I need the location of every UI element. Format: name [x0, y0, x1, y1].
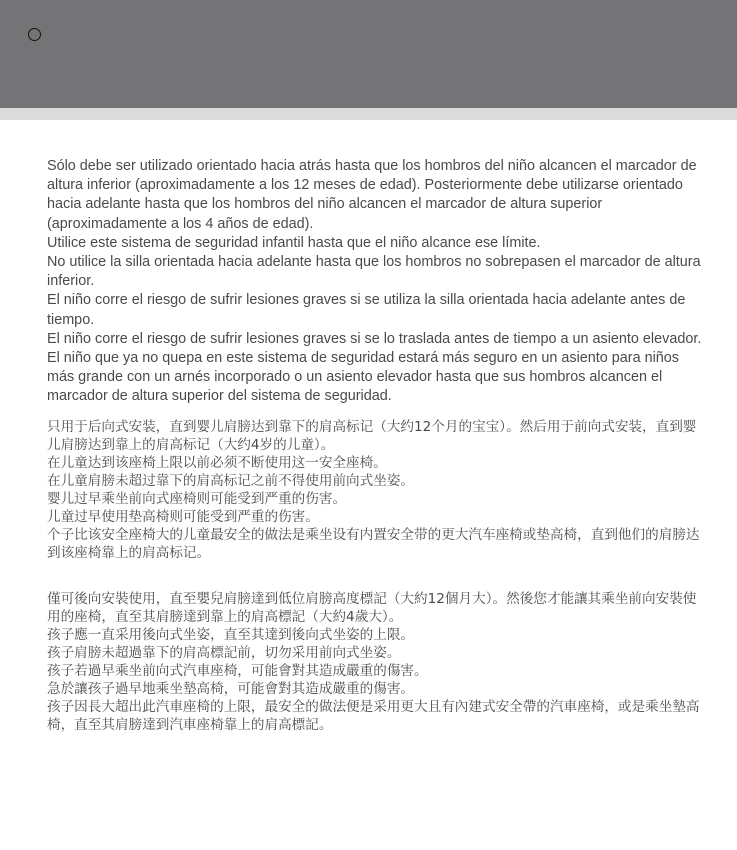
zht-paragraph: 孩子肩膀未超過靠下的肩高標記前，切勿采用前向式坐姿。 [47, 644, 401, 661]
es-paragraph: El niño corre el riesgo de sufrir lesiones graves si se utiliza la silla orientada hacia adelante antes de tiempo. [47, 292, 686, 328]
zht-paragraph: 孩子應一直采用後向式坐姿，直至其達到後向式坐姿的上限。 [47, 626, 415, 643]
es-paragraph: Utilice este sistema de seguridad infantil hasta que el niño alcance ese límite. [47, 234, 541, 251]
zht-paragraph: 僅可後向安裝使用，直至嬰兒肩膀達到低位肩膀高度標記（大約12個月大）。然後您才能讓其乘坐前向安裝使用的座椅，直至其肩膀達到靠上的肩高標記（大約4歲大）。 [47, 590, 697, 625]
zh-paragraph: 儿童过早使用垫高椅则可能受到严重的伤害。 [47, 508, 319, 525]
es-paragraph: No utilice la silla orientada hacia adelante hasta que los hombros no sobrepasen el marcador de altura inferior. [47, 254, 701, 290]
zht-paragraph: 急於讓孩子過早地乘坐墊高椅，可能會對其造成嚴重的傷害。 [47, 680, 415, 697]
zh-paragraph: 在儿童肩膀未超过靠下的肩高标记之前不得使用前向式坐姿。 [47, 472, 415, 489]
zh-paragraph: 婴儿过早乘坐前向式座椅则可能受到严重的伤害。 [47, 490, 347, 507]
es-paragraph: El niño corre el riesgo de sufrir lesiones graves si se lo traslada antes de tiempo a un asiento elevador. [47, 330, 702, 347]
chinese-traditional-section [47, 590, 702, 734]
zht-paragraph: 孩子因長大超出此汽車座椅的上限，最安全的做法便是采用更大且有內建式安全帶的汽車座椅，或是乘坐墊高椅，直至其肩膀達到汽車座椅靠上的肩高標記。 [47, 698, 700, 733]
top-bar [0, 0, 737, 108]
zh-paragraph: 个子比该安全座椅大的儿童最安全的做法是乘坐设有内置安全带的更大汽车座椅或垫高椅，直到他们的肩膀达到该座椅靠上的肩高标记。 [47, 526, 700, 561]
zht-paragraph: 孩子若過早乘坐前向式汽車座椅，可能會對其造成嚴重的傷害。 [47, 662, 428, 679]
circle-icon[interactable] [28, 28, 41, 41]
es-paragraph: El niño que ya no quepa en este sistema de seguridad estará más seguro en un asiento para niños más grande con un arnés incorporado o un asiento elevador hasta que sus hombros alcancen el marcador de altura superior del sistema de seguridad. [47, 350, 680, 405]
top-divider [0, 108, 737, 120]
document-body [47, 157, 702, 734]
zh-paragraph: 在儿童达到该座椅上限以前必须不断使用这一安全座椅。 [47, 454, 387, 471]
spanish-section [47, 157, 702, 407]
chinese-simplified-section [47, 418, 702, 562]
es-paragraph: Sólo debe ser utilizado orientado hacia atrás hasta que los hombros del niño alcancen el marcador de altura inferior (aproximadamente a los 12 meses de edad). Posteriormente debe utilizarse orientado hacia adelante hasta que los hombros del niño alcancen el marcador de altura superior (aproximadamente a los 4 años de edad). [47, 158, 697, 232]
zh-paragraph: 只用于后向式安装，直到婴儿肩膀达到靠下的肩高标记（大约12个月的宝宝）。然后用于前向式安装，直到婴儿肩膀达到靠上的肩高标记（大约4岁的儿童）。 [47, 418, 697, 453]
